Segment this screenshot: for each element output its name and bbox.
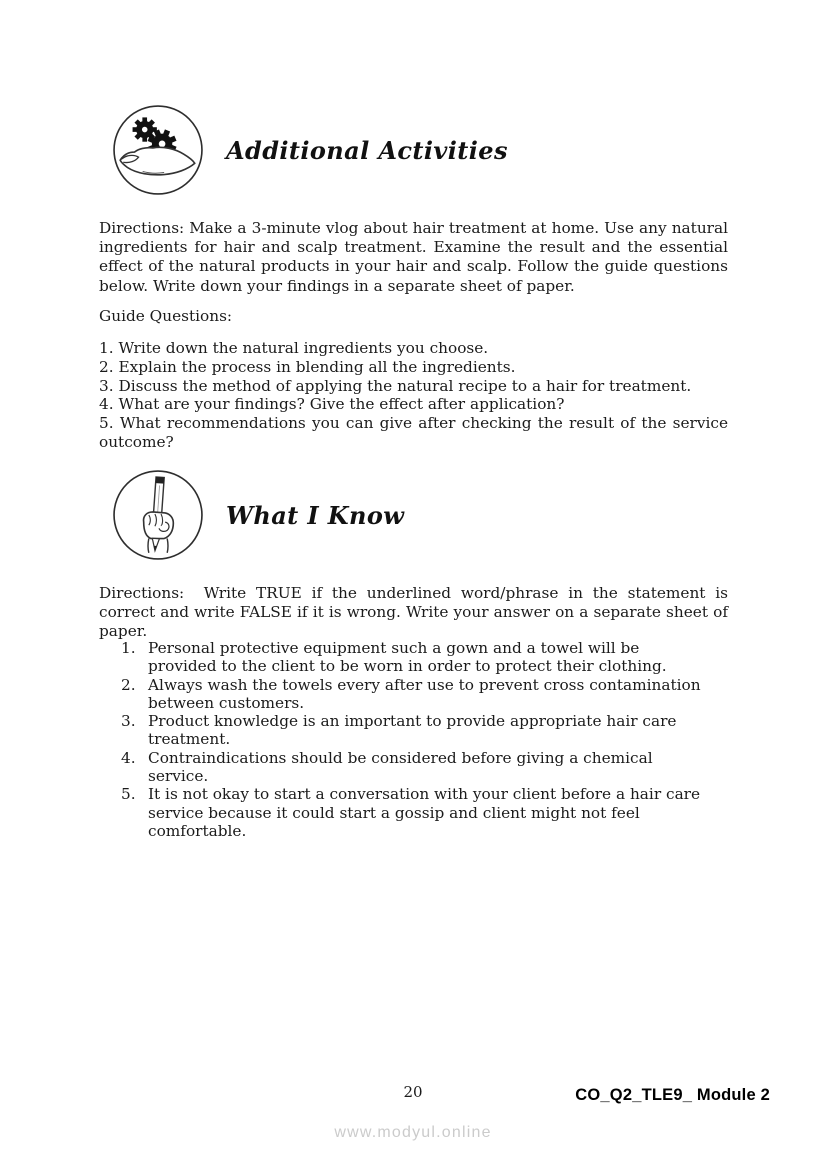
- list-item: What recommendations you can give after checking the result of the service outcome?: [99, 414, 728, 451]
- list-item: [121, 639, 736, 676]
- list-item-text: Product knowledge is an important to provide appropriate hair care treatment.: [148, 712, 677, 749]
- true-false-statements-list: [121, 639, 736, 840]
- hand-holding-gears-icon: [112, 104, 204, 196]
- section-header-what-i-know: [112, 469, 404, 561]
- list-item-number: 4.: [121, 748, 136, 767]
- section-title: What I Know: [226, 500, 405, 530]
- hand-holding-pencil-icon: [112, 469, 204, 561]
- directions-paragraph: Directions: Write TRUE if the underlined word/phrase in the statement is correct and write FALSE if it is wrong. Write your answer on a separate sheet of paper.: [99, 584, 728, 641]
- page-number: 20: [403, 1083, 423, 1101]
- guide-questions-list: [99, 339, 728, 452]
- list-item: [121, 785, 736, 840]
- list-item: Explain the process in blending all the ingredients.: [118, 357, 516, 376]
- section-header-additional-activities: [112, 104, 508, 196]
- section-title: Additional Activities: [226, 135, 508, 165]
- pencil-icon: [153, 477, 164, 514]
- list-item-number: 2.: [121, 675, 136, 694]
- list-item: Discuss the method of applying the natural recipe to a hair for treatment.: [118, 376, 692, 395]
- list-item-text: It is not okay to start a conversation with your client before a hair care service because it could start a gossip and client might not feel comfortable.: [148, 785, 701, 840]
- list-item-number: 5.: [121, 785, 136, 804]
- guide-questions-label: Guide Questions:: [99, 307, 233, 325]
- module-label: CO_Q2_TLE9_ Module 2: [575, 1086, 770, 1104]
- directions-paragraph: Directions: Make a 3-minute vlog about hair treatment at home. Use any natural ingredients for hair and scalp treatment. Examine the result and the essential effect of the natural products in your hair and scalp. Follow the guide questions below. Write down your findings in a separate sheet of paper.: [99, 219, 728, 295]
- list-item: [121, 712, 736, 749]
- list-item-text: Personal protective equipment such a gown and a towel will be provided to the client to be worn in order to protect their clothing.: [148, 639, 667, 676]
- list-item-text: Always wash the towels every after use to prevent cross contamination between customers.: [148, 675, 701, 712]
- list-item: Write down the natural ingredients you choose.: [118, 339, 489, 357]
- list-item: [121, 749, 736, 786]
- watermark: www.modyul.online: [334, 1124, 492, 1141]
- list-item: What are your findings? Give the effect after application?: [118, 395, 565, 414]
- list-item-text: Contraindications should be considered before giving a chemical service.: [148, 748, 653, 786]
- list-item-number: 1.: [121, 639, 136, 657]
- list-item: [121, 676, 736, 713]
- list-item-number: 3.: [121, 712, 136, 731]
